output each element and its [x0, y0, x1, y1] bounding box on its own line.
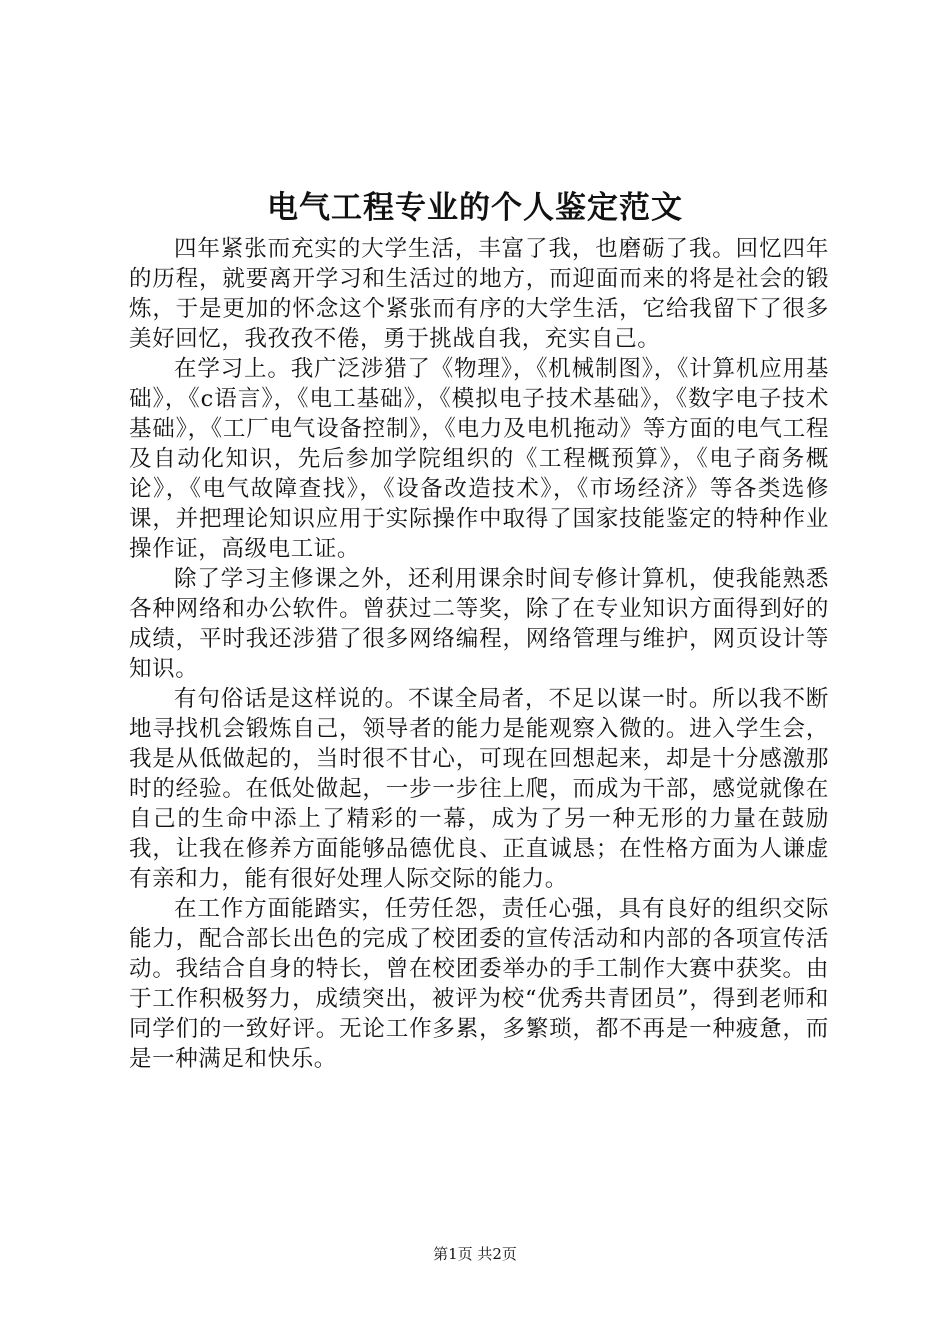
paragraph-work: 在工作方面能踏实，任劳任怨，责任心强，具有良好的组织交际能力，配合部长出色的完成了校团委的宣传活动和内部的各项宣传活动。我结合自身的特长，曾在校团委举办的手工制作大赛中获奖。由于工作积极努力，成绩突出，被评为校“优秀共青团员”，得到老师和同学们的一致好评。无论工作多累，多繁琐，都不再是一种疲惫，而是一种满足和快乐。: [129, 896, 829, 1072]
document-title: 电气工程专业的个人鉴定范文: [267, 190, 683, 226]
page-footer: 第1页 共2页: [433, 1245, 517, 1263]
paragraph-study: 在学习上。我广泛涉猎了《物理》，《机械制图》，《计算机应用基础》，《c语言》，《电工基础》，《模拟电子技术基础》，《数字电子技术基础》，《工厂电气设备控制》，《电力及电机拖动》等方面的电气工程及自动化知识，先后参加学院组织的《工程概预算》，《电子商务概论》，《电气故障查找》，《设备改造技术》，《市场经济》等各类选修课，并把理论知识应用于实际操作中取得了国家技能鉴定的特种作业操作证，高级电工证。: [129, 356, 829, 562]
document-body: [129, 234, 829, 1074]
paragraph-computer: 除了学习主修课之外，还利用课余时间专修计算机，使我能熟悉各种网络和办公软件。曾获过二等奖，除了在专业知识方面得到好的成绩，平时我还涉猎了很多网络编程，网络管理与维护，网页设计等知识。: [129, 566, 829, 682]
paragraph-intro: 四年紧张而充实的大学生活，丰富了我，也磨砺了我。回忆四年的历程，就要离开学习和生活过的地方，而迎面而来的将是社会的锻炼，于是更加的怀念这个紧张而有序的大学生活，它给我留下了很多美好回忆，我孜孜不倦，勇于挑战自我，充实自己。: [129, 236, 829, 352]
paragraph-student-union: 有句俗话是这样说的。不谋全局者，不足以谋一时。所以我不断地寻找机会锻炼自己，领导者的能力是能观察入微的。进入学生会，我是从低做起的，当时很不甘心，可现在回想起来，却是十分感激那时的经验。在低处做起，一步一步往上爬，而成为干部，感觉就像在自己的生命中添上了精彩的一幕，成为了另一种无形的力量在鼓励我，让我在修养方面能够品德优良、正直诚恳；在性格方面为人谦虚有亲和力，能有很好处理人际交际的能力。: [129, 686, 829, 892]
